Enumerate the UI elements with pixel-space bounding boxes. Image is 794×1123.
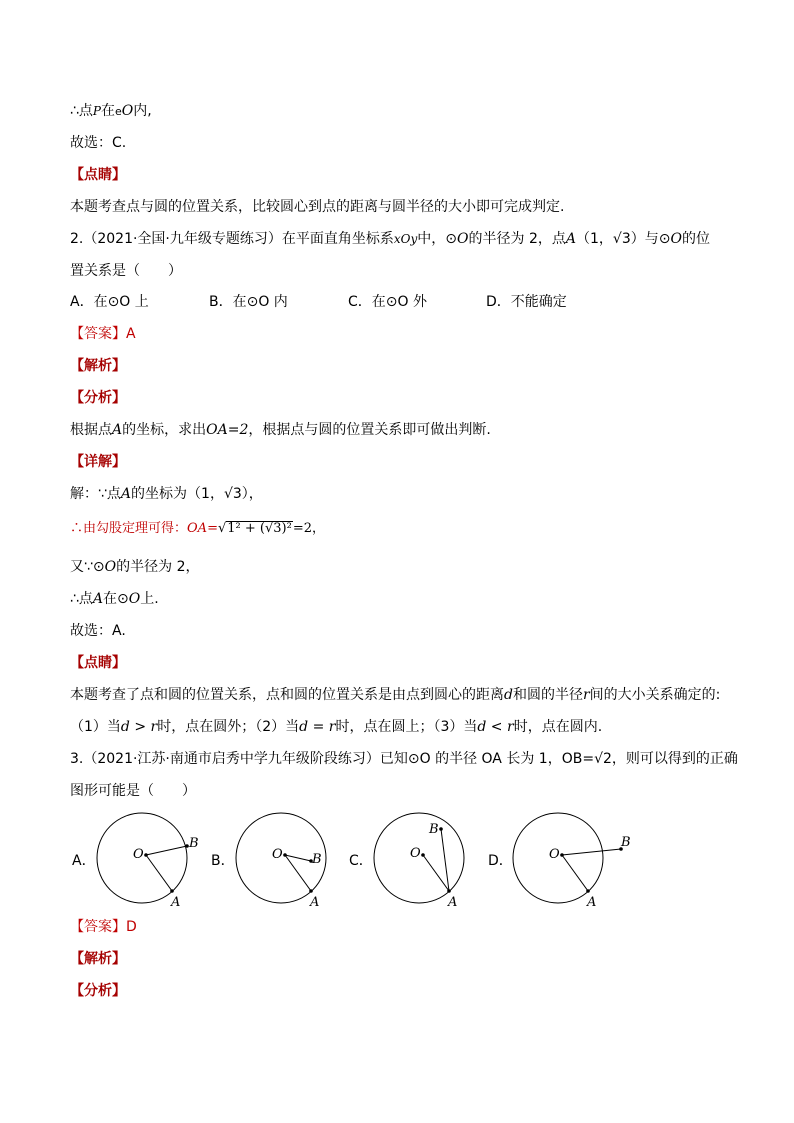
detail-line-1: 解：∵点A的坐标为（1，√3），	[70, 486, 263, 502]
question-3-stem: 3.（2021·江苏·南通市启秀中学九年级阶段练习）已知⊙O 的半径 OA 长为 1，OB=√2，则可以得到的正确	[70, 751, 738, 767]
point-b-label: B	[312, 852, 322, 867]
section-heading-dianjing: 【点睛】	[70, 167, 126, 183]
figure-option-c-label: C．	[349, 853, 373, 869]
figure-option-c	[373, 812, 483, 910]
summary-2-line-1: 本题考查了点和圆的位置关系，点和圆的位置关系是由点到圆心的距离d和圆的半径r间的大小关系确定的:	[70, 687, 721, 703]
question-2-options	[70, 292, 630, 312]
section-heading-jiexi: 【解析】	[70, 358, 126, 374]
point-a-label: A	[171, 895, 181, 910]
figure-option-d	[512, 812, 642, 910]
section-heading-xiangjie: 【详解】	[70, 454, 126, 470]
point-a-label: A	[448, 895, 458, 910]
question-2-stem-line2: 置关系是（ ）	[70, 263, 182, 279]
figure-option-b	[235, 812, 345, 910]
section-heading-jiexi-3: 【解析】	[70, 951, 126, 967]
analysis-text: 根据点A的坐标，求出OA=2，根据点与圆的位置关系即可做出判断.	[70, 422, 491, 438]
point-b-label: B	[621, 835, 631, 850]
figure-option-d-label: D．	[488, 853, 513, 869]
answer-2: 【答案】A	[70, 326, 136, 342]
option-a: A．在⊙O 上	[70, 294, 149, 310]
point-o-label: O	[133, 847, 144, 862]
detail-line-3: 又∵⊙O的半径为 2，	[70, 559, 200, 575]
figure-option-b-label: B．	[211, 853, 235, 869]
section-heading-fenxi-3: 【分析】	[70, 983, 126, 999]
point-o-label: O	[549, 847, 560, 862]
figure-option-a	[96, 812, 206, 910]
detail-choice-line: 故选：A.	[70, 623, 126, 639]
point-o-label: O	[410, 846, 421, 861]
figure-option-a-label: A．	[72, 853, 96, 869]
section-heading-dianjing-2: 【点睛】	[70, 655, 126, 671]
point-b-label: B	[429, 822, 439, 837]
detail-line-pythagoras: ∴由勾股定理可得：OA=√1² + (√3)²=2，	[70, 521, 325, 536]
option-d: D．不能确定	[486, 294, 567, 310]
answer-choice-line: 故选：C.	[70, 135, 127, 151]
summary-text: 本题考查点与圆的位置关系，比较圆心到点的距离与圆半径的大小即可完成判定.	[70, 199, 565, 215]
section-heading-fenxi: 【分析】	[70, 390, 126, 406]
point-a-label: A	[310, 895, 320, 910]
point-a-label: A	[587, 895, 597, 910]
detail-line-4: ∴点A在⊙O上.	[70, 591, 159, 607]
line-point-p-inside: ∴点P在eO内,	[70, 103, 152, 119]
point-o-label: O	[272, 847, 283, 862]
question-3-stem-line2: 图形可能是（ ）	[70, 783, 196, 799]
option-c: C．在⊙O 外	[348, 294, 427, 310]
question-2-stem: 2.（2021·全国·九年级专题练习）在平面直角坐标系xOy中，⊙O的半径为 2，点A（1，√3）与⊙O的位	[70, 231, 710, 247]
option-b: B．在⊙O 内	[209, 294, 288, 310]
summary-2-line-2: （1）当d > r时，点在圆外；（2）当d = r时，点在圆上；（3）当d < r时，点在圆内.	[70, 719, 603, 735]
point-b-label: B	[189, 836, 199, 851]
answer-3: 【答案】D	[70, 919, 137, 935]
